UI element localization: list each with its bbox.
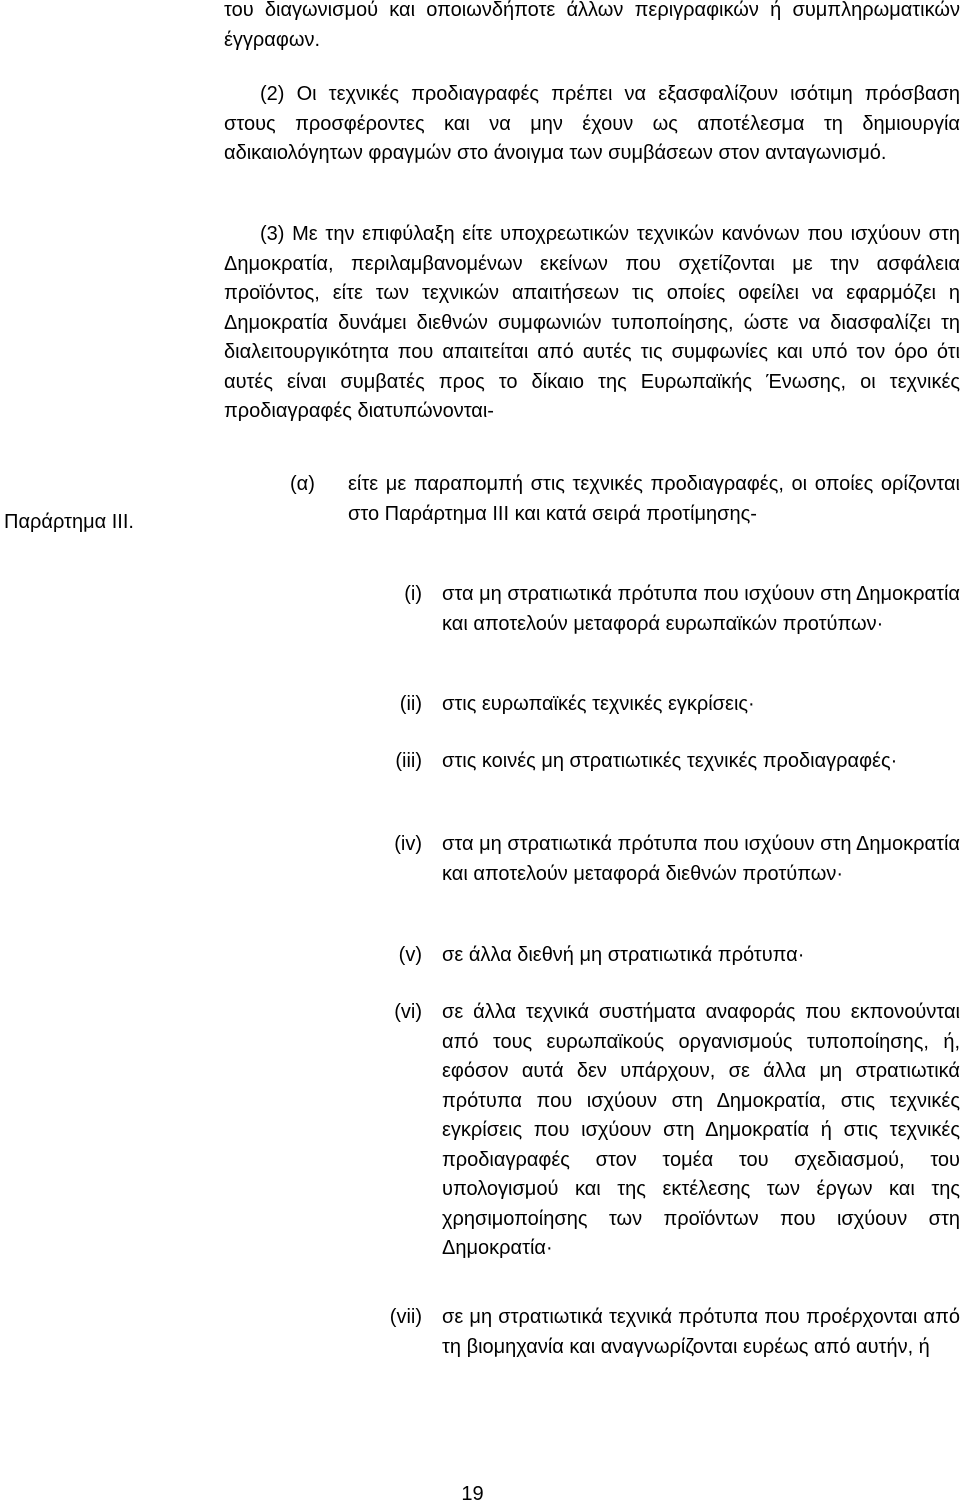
list-item-label: (vi) bbox=[394, 1001, 422, 1023]
list-item-text: στις ευρωπαϊκές τεχνικές εγκρίσεις· bbox=[442, 693, 755, 715]
paragraph-3 bbox=[224, 220, 960, 427]
list-item-text: σε άλλα τεχνικά συστήματα αναφοράς που εκπονούνται από τους ευρωπαϊκούς οργανισμούς τυποποίησης, ή, εφόσον αυτά δεν υπάρχουν, σε άλλα μη στρατιωτικά πρότυπα που ισχύουν στη Δημοκρατία, στις τεχνικές εγκρίσεις που ισχύουν στη Δημοκρατία ή στις τεχνικές προδιαγραφές στον τομέα του σχεδιασμού, του υπολογισμού και της εκτέλεσης των έργων και της χρησιμοποίησης των προϊόντων που ισχύουν στη Δημοκρατία· bbox=[442, 1001, 960, 1259]
list-item-text: στις κοινές μη στρατιωτικές τεχνικές προδιαγραφές· bbox=[442, 750, 898, 772]
subparagraph-a-label: (α) bbox=[290, 473, 315, 495]
continuation-paragraph: του διαγωνισμού και οποιωνδήποτε άλλων περιγραφικών ή συμπληρωματικών έγγραφων. bbox=[224, 0, 960, 51]
page-number: 19 bbox=[461, 1483, 484, 1505]
list-item-text: στα μη στρατιωτικά πρότυπα που ισχύουν στη Δημοκρατία και αποτελούν μεταφορά διεθνών προτύπων· bbox=[442, 833, 960, 885]
list-item-label: (ii) bbox=[399, 693, 422, 715]
list-item-label: (v) bbox=[398, 944, 422, 966]
list-item-text: στα μη στρατιωτικά πρότυπα που ισχύουν στη Δημοκρατία και αποτελούν μεταφορά ευρωπαϊκών προτύπων· bbox=[442, 583, 960, 635]
margin-note: Παράρτημα ΙΙΙ. bbox=[4, 511, 134, 533]
subparagraph-a-text: είτε με παραπομπή στις τεχνικές προδιαγραφές, οι οποίες ορίζονται στο Παράρτημα ΙΙΙ και κατά σειρά προτίμησης- bbox=[348, 473, 960, 525]
list-item-label: (iv) bbox=[394, 833, 422, 855]
list-item-label: (iii) bbox=[395, 750, 422, 772]
list-item-label: (vii) bbox=[389, 1306, 422, 1328]
list-item-label: (i) bbox=[404, 583, 422, 605]
list-item-text: σε μη στρατιωτικά τεχνικά πρότυπα που προέρχονται από τη βιομηχανία και αναγνωρίζονται ευρέως από αυτήν, ή bbox=[442, 1306, 960, 1358]
paragraph-2 bbox=[224, 80, 960, 169]
paragraph-2-text: (2) Οι τεχνικές προδιαγραφές πρέπει να εξασφαλίζουν ισότιμη πρόσβαση στους προσφέροντες και να μην έχουν ως αποτέλεσμα τη δημιουργία αδικαιολόγητων φραγμών στο άνοιγμα των συμβάσεων στον ανταγωνισμό. bbox=[224, 83, 960, 164]
list-item-text: σε άλλα διεθνή μη στρατιωτικά πρότυπα· bbox=[442, 944, 805, 966]
paragraph-3-text: (3) Με την επιφύλαξη είτε υποχρεωτικών τεχνικών κανόνων που ισχύουν στη Δημοκρατία, περιλαμβανομένων εκείνων που σχετίζονται με την ασφάλεια προϊόντος, είτε των τεχνικών απαιτήσεων τις οποίες οφείλει να εφαρμόζει η Δημοκρατία δυνάμει διεθνών συμφωνιών τυποποίησης, ώστε να διασφαλίζει τη διαλειτουργικότητα που απαιτείται από αυτές τις συμφωνίες και υπό τον όρο ότι αυτές είναι συμβατές προς το δίκαιο της Ευρωπαϊκής Ένωσης, οι τεχνικές προδιαγραφές διατυπώνονται- bbox=[224, 223, 960, 422]
